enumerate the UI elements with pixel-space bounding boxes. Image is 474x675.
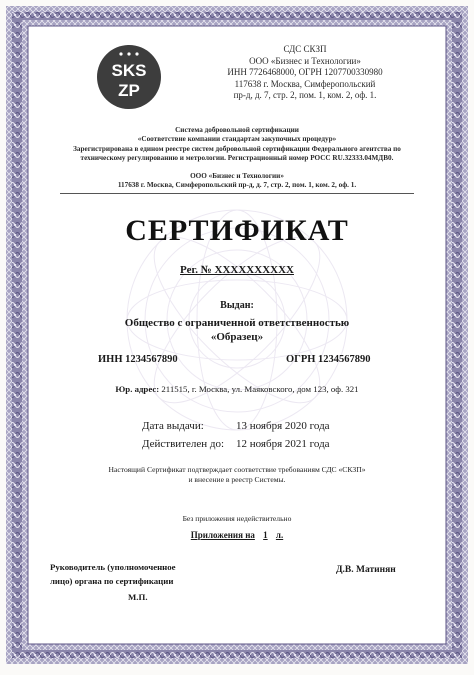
appendix-label: Приложения на (190, 530, 255, 540)
issuer-name: СДС СКЗП (283, 44, 327, 54)
system-line3: Зарегистрирована в едином реестре систем добровольной сертификации Федерального агентства по (73, 144, 401, 153)
confirmation-line1: Настоящий Сертификат подтверждает соответствие требованиям СДС «СКЗП» (108, 465, 366, 474)
certificate-title: СЕРТИФИКАТ (125, 214, 349, 247)
logo-text-top: SKS (111, 61, 147, 80)
issuer-block (200, 44, 410, 102)
issuer-org: ООО «Бизнес и Технологии» (249, 55, 361, 66)
issuer-address-line1: 117638 г. Москва, Симферопольский (234, 78, 376, 89)
confirmation-line2: и внесение в реестр Системы. (188, 475, 286, 484)
valid-until-value: 12 ноября 2021 года (236, 438, 330, 450)
holder-ogrn: ОГРН 1234567890 (286, 354, 371, 365)
no-appendix-note: Без приложения недействительно (182, 514, 292, 523)
head-title-line2: лицо) органа по сертификации (50, 576, 174, 586)
holder-inn: ИНН 1234567890 (98, 354, 178, 365)
body-name: ООО «Бизнес и Технологии» (190, 172, 284, 180)
signer-name: Д.В. Матинян (336, 565, 396, 575)
issuer-address-line2: пр-д, д. 7, стр. 2, пом. 1, ком. 2, оф. 1. (233, 90, 377, 100)
body-address: 117638 г. Москва, Симферопольский пр-д, д. 7, стр. 2, пом. 1, ком. 2, оф. 1. (117, 181, 357, 190)
legal-address (0, 384, 474, 394)
sks-zp-logo (96, 44, 162, 110)
appendix-count (0, 530, 474, 540)
confirmation-text (0, 465, 474, 485)
divider (60, 193, 414, 194)
appendix-suffix: л. (275, 530, 284, 540)
holder-name (0, 316, 474, 344)
logo-text-bottom: ZP (118, 81, 140, 100)
issue-date-label: Дата выдачи: (142, 420, 204, 432)
valid-until-label: Действителен до: (142, 438, 225, 450)
system-line2: «Соответствие компании стандартам закупочных процедур» (137, 135, 337, 144)
issuer-ids: ИНН 7726468000, ОГРН 1207700330980 (227, 67, 383, 77)
system-line1: Система добровольной сертификации (175, 126, 299, 134)
appendix-number: 1 (263, 530, 268, 540)
holder-line2: «Образец» (210, 331, 264, 343)
system-line4: техническому регулированию и метрологии. Регистрационный номер РОСС RU.32333.04МДВ0. (80, 154, 394, 163)
issue-date-value: 13 ноября 2020 года (236, 420, 330, 432)
registration-number: Рег. № XXXXXXXXXX (180, 264, 294, 276)
certification-system-block (40, 126, 434, 164)
certification-body-block (40, 172, 434, 191)
seal-placeholder: М.П. (128, 592, 148, 602)
legal-address-value: 211515, г. Москва, ул. Маяковского, дом 123, оф. 321 (161, 384, 359, 394)
issued-to-label: Выдан: (220, 300, 254, 311)
legal-address-label: Юр. адрес: (115, 384, 160, 394)
head-title-line1: Руководитель (уполномоченное (50, 562, 176, 572)
holder-line1: Общество с ограниченной ответственностью (124, 317, 350, 329)
